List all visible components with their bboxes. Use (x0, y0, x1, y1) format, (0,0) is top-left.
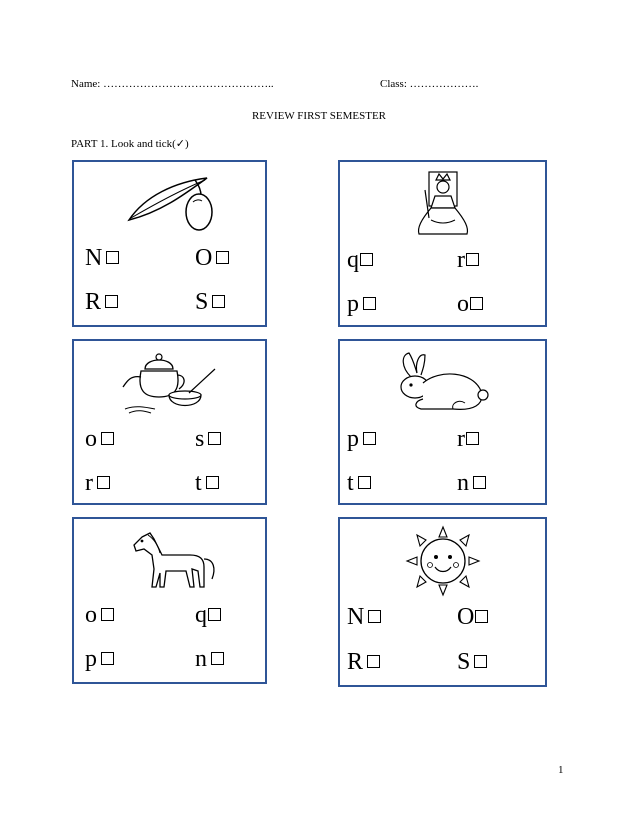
card-olive (72, 160, 267, 327)
option-3[interactable] (85, 647, 114, 671)
sun-icon (340, 525, 545, 601)
tick-box[interactable] (206, 476, 219, 489)
option-2[interactable] (457, 605, 488, 629)
page-number: 1 (558, 764, 564, 776)
option-letter: O (195, 245, 213, 271)
option-2[interactable] (457, 427, 479, 451)
tick-box[interactable] (475, 610, 488, 623)
option-letter: q (347, 247, 359, 273)
tick-box[interactable] (363, 432, 376, 445)
queen-icon (340, 168, 545, 244)
option-letter: N (85, 245, 103, 271)
option-3[interactable] (85, 290, 118, 314)
tick-box[interactable] (368, 610, 381, 623)
part-instruction: PART 1. Look and tick(✓) (71, 138, 189, 150)
tick-box[interactable] (106, 251, 119, 264)
tick-box[interactable] (216, 251, 229, 264)
option-1[interactable] (85, 246, 119, 270)
card-sun (338, 517, 547, 687)
option-4[interactable] (457, 471, 486, 495)
tick-box[interactable] (470, 297, 483, 310)
tick-box[interactable] (101, 432, 114, 445)
horse-icon (74, 525, 265, 601)
option-letter: p (85, 646, 97, 672)
option-letter: o (457, 291, 469, 317)
option-letter: o (85, 602, 97, 628)
option-letter: S (195, 289, 209, 315)
card-horse (72, 517, 267, 684)
option-letter: n (195, 646, 207, 672)
option-letter: q (195, 602, 207, 628)
option-4[interactable] (457, 650, 487, 674)
tick-box[interactable] (211, 652, 224, 665)
option-letter: t (347, 470, 354, 496)
option-letter: t (195, 470, 202, 496)
option-1[interactable] (347, 605, 381, 629)
option-3[interactable] (347, 650, 380, 674)
tick-box[interactable] (101, 608, 114, 621)
option-letter: s (195, 426, 205, 452)
tick-box[interactable] (474, 655, 487, 668)
tick-box[interactable] (101, 652, 114, 665)
option-2[interactable] (195, 427, 221, 451)
tick-box[interactable] (105, 295, 118, 308)
option-2[interactable] (195, 603, 221, 627)
tick-box[interactable] (466, 253, 479, 266)
olive-icon (74, 168, 265, 244)
option-letter: r (85, 470, 93, 496)
option-letter: p (347, 291, 359, 317)
option-1[interactable] (347, 427, 376, 451)
option-letter: r (457, 426, 465, 452)
option-1[interactable] (85, 603, 114, 627)
card-teapot (72, 339, 267, 505)
teapot-icon (74, 347, 265, 423)
option-letter: o (85, 426, 97, 452)
option-4[interactable] (195, 647, 224, 671)
tick-box[interactable] (367, 655, 380, 668)
tick-box[interactable] (208, 432, 221, 445)
page-title: REVIEW FIRST SEMESTER (251, 110, 387, 122)
option-4[interactable] (195, 471, 219, 495)
tick-box[interactable] (358, 476, 371, 489)
card-rabbit (338, 339, 547, 505)
rabbit-icon (340, 347, 545, 423)
tick-box[interactable] (208, 608, 221, 621)
option-1[interactable] (347, 248, 373, 272)
tick-box[interactable] (473, 476, 486, 489)
option-letter: N (347, 604, 365, 630)
option-letter: S (457, 649, 471, 675)
option-3[interactable] (347, 292, 376, 316)
tick-box[interactable] (363, 297, 376, 310)
option-letter: R (347, 649, 364, 675)
class-field-label: Class: ………………. (380, 78, 479, 90)
option-letter: R (85, 289, 102, 315)
option-3[interactable] (85, 471, 110, 495)
name-field-label: Name: ……………………………………….. (71, 78, 274, 90)
option-4[interactable] (195, 290, 225, 314)
option-letter: r (457, 247, 465, 273)
option-2[interactable] (195, 246, 229, 270)
tick-box[interactable] (97, 476, 110, 489)
option-letter: p (347, 426, 359, 452)
option-letter: O (457, 604, 475, 630)
option-2[interactable] (457, 248, 479, 272)
option-4[interactable] (457, 292, 483, 316)
tick-box[interactable] (212, 295, 225, 308)
tick-box[interactable] (360, 253, 373, 266)
tick-box[interactable] (466, 432, 479, 445)
option-3[interactable] (347, 471, 371, 495)
option-1[interactable] (85, 427, 114, 451)
card-queen (338, 160, 547, 327)
option-letter: n (457, 470, 469, 496)
